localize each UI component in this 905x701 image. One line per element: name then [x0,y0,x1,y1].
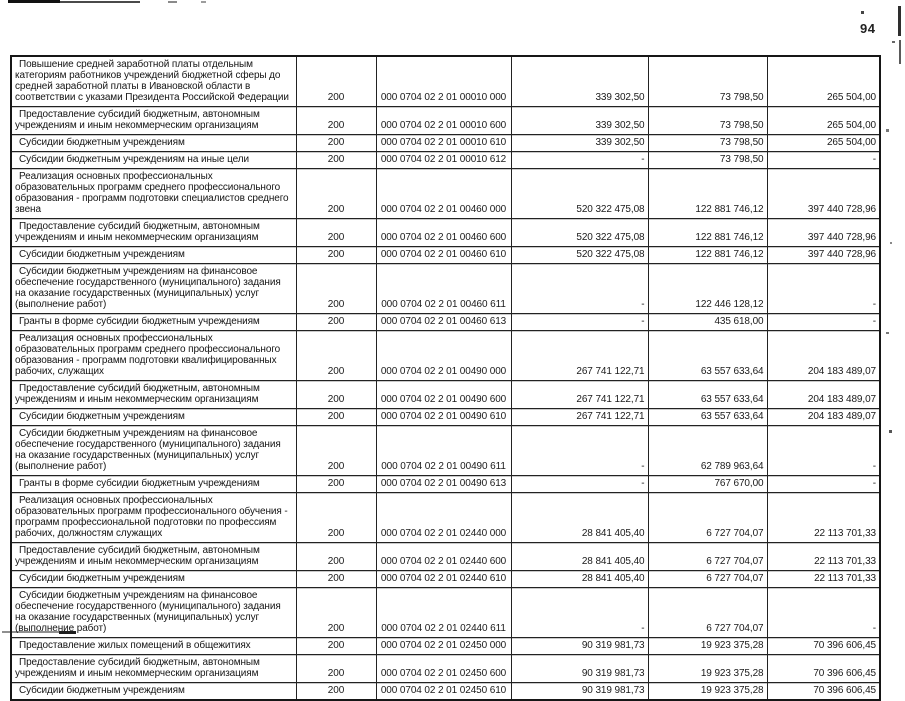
row-expense-type-code: 200 [296,247,376,264]
row-description: Субсидии бюджетным учреждениям на финансовое обеспечение государственного (муниципального) задания на оказание государственных (муниципальных) услуг (выполнение работ) [11,588,296,638]
row-budget-classification-code: 000 0704 02 2 01 02450 600 [376,655,511,683]
row-budget-classification-code: 000 0704 02 2 01 00010 000 [376,56,511,107]
row-description: Предоставление субсидий бюджетным, автономным учреждениям и иным некоммерческим организациям [11,381,296,409]
row-expense-type-code: 200 [296,476,376,493]
row-description: Реализация основных профессиональных образовательных программ среднего профессионального образования - программ подготовки квалифицированных рабочих, служащих [11,331,296,381]
row-amount-total: 339 302,50 [511,107,648,135]
row-expense-type-code: 200 [296,56,376,107]
row-amount-executed: 122 881 746,12 [648,247,767,264]
row-amount-executed: 6 727 704,07 [648,588,767,638]
table-row [11,543,880,571]
row-budget-classification-code: 000 0704 02 2 01 00460 000 [376,169,511,219]
row-amount-executed: 19 923 375,28 [648,638,767,655]
row-amount-remaining: - [767,264,880,314]
row-amount-total: - [511,314,648,331]
row-expense-type-code: 200 [296,219,376,247]
table-row [11,331,880,381]
scan-dot [168,1,177,3]
row-amount-total: 267 741 122,71 [511,409,648,426]
row-amount-total: 520 322 475,08 [511,169,648,219]
row-amount-total: 28 841 405,40 [511,571,648,588]
row-amount-total: 520 322 475,08 [511,219,648,247]
row-amount-executed: 73 798,50 [648,107,767,135]
table-row [11,314,880,331]
table-row [11,152,880,169]
row-amount-total: 28 841 405,40 [511,493,648,543]
row-amount-remaining: - [767,314,880,331]
scan-dot [886,129,889,132]
table-row [11,426,880,476]
table-row [11,683,880,701]
row-description: Предоставление жилых помещений в общежитиях [11,638,296,655]
row-expense-type-code: 200 [296,331,376,381]
row-description: Реализация основных профессиональных образовательных программ среднего профессионального образования - программ подготовки специалистов среднего звена [11,169,296,219]
row-budget-classification-code: 000 0704 02 2 01 02450 000 [376,638,511,655]
row-budget-classification-code: 000 0704 02 2 01 02440 600 [376,543,511,571]
row-amount-remaining: - [767,426,880,476]
row-expense-type-code: 200 [296,543,376,571]
row-description: Субсидии бюджетным учреждениям [11,409,296,426]
row-amount-executed: 19 923 375,28 [648,683,767,701]
row-amount-total: - [511,264,648,314]
page-number: 94 [860,21,876,36]
row-expense-type-code: 200 [296,655,376,683]
table-row [11,135,880,152]
row-expense-type-code: 200 [296,683,376,701]
budget-table [10,55,881,701]
table-row [11,264,880,314]
row-amount-total: 267 741 122,71 [511,331,648,381]
budget-table-container [10,55,879,701]
row-expense-type-code: 200 [296,588,376,638]
row-description: Субсидии бюджетным учреждениям [11,247,296,264]
row-amount-total: - [511,588,648,638]
scan-artifact-top-left-line-2 [60,1,140,3]
row-description: Повышение средней заработной платы отдельным категориям работников учреждений бюджетной сферы до средней заработной платы в Ивановской области в соответствии с указами Президента Российской Федерации [11,56,296,107]
row-amount-remaining: 265 504,00 [767,135,880,152]
row-budget-classification-code: 000 0704 02 2 01 00010 600 [376,107,511,135]
scan-dot [201,1,206,3]
row-amount-remaining: 70 396 606,45 [767,655,880,683]
row-amount-executed: 6 727 704,07 [648,571,767,588]
scan-dot [886,332,889,334]
row-amount-total: 339 302,50 [511,56,648,107]
row-expense-type-code: 200 [296,107,376,135]
scan-dot [892,41,895,43]
scan-artifact-right-edge-line-2 [899,40,901,64]
row-amount-total: 90 319 981,73 [511,655,648,683]
table-body [11,56,880,700]
row-amount-executed: 62 789 963,64 [648,426,767,476]
row-amount-executed: 63 557 633,64 [648,381,767,409]
row-amount-executed: 122 881 746,12 [648,169,767,219]
scan-artifact-right-edge-line [898,6,901,36]
row-description: Предоставление субсидий бюджетным, автономным учреждениям и иным некоммерческим организациям [11,543,296,571]
row-amount-executed: 435 618,00 [648,314,767,331]
row-amount-remaining: 22 113 701,33 [767,493,880,543]
row-budget-classification-code: 000 0704 02 2 01 02440 000 [376,493,511,543]
row-amount-executed: 19 923 375,28 [648,655,767,683]
row-budget-classification-code: 000 0704 02 2 01 00490 611 [376,426,511,476]
row-budget-classification-code: 000 0704 02 2 01 00490 610 [376,409,511,426]
row-expense-type-code: 200 [296,409,376,426]
row-amount-total: - [511,426,648,476]
row-amount-executed: 73 798,50 [648,56,767,107]
row-description: Предоставление субсидий бюджетным, автономным учреждениям и иным некоммерческим организациям [11,655,296,683]
row-amount-remaining: - [767,476,880,493]
row-amount-remaining: - [767,588,880,638]
table-row [11,219,880,247]
row-budget-classification-code: 000 0704 02 2 01 02450 610 [376,683,511,701]
row-budget-classification-code: 000 0704 02 2 01 00460 611 [376,264,511,314]
row-amount-remaining: 397 440 728,96 [767,247,880,264]
row-amount-total: - [511,476,648,493]
row-amount-executed: 122 446 128,12 [648,264,767,314]
row-amount-remaining: - [767,152,880,169]
row-description: Субсидии бюджетным учреждениям на иные цели [11,152,296,169]
table-row [11,476,880,493]
row-description: Субсидии бюджетным учреждениям [11,683,296,701]
table-row [11,409,880,426]
row-amount-executed: 63 557 633,64 [648,331,767,381]
row-amount-remaining: 265 504,00 [767,56,880,107]
table-row [11,493,880,543]
row-amount-remaining: 70 396 606,45 [767,683,880,701]
row-amount-total: 339 302,50 [511,135,648,152]
row-expense-type-code: 200 [296,426,376,476]
scan-dot [889,430,892,433]
row-expense-type-code: 200 [296,264,376,314]
row-amount-remaining: 397 440 728,96 [767,169,880,219]
table-row [11,638,880,655]
row-description: Предоставление субсидий бюджетным, автономным учреждениям и иным некоммерческим организациям [11,107,296,135]
row-amount-executed: 122 881 746,12 [648,219,767,247]
row-amount-remaining: 22 113 701,33 [767,571,880,588]
table-row [11,588,880,638]
row-description: Субсидии бюджетным учреждениям на финансовое обеспечение государственного (муниципального) задания на оказание государственных (муниципальных) услуг (выполнение работ) [11,426,296,476]
row-amount-executed: 6 727 704,07 [648,493,767,543]
row-amount-total: 267 741 122,71 [511,381,648,409]
row-amount-remaining: 70 396 606,45 [767,638,880,655]
row-description: Реализация основных профессиональных образовательных программ профессионального обучения - программ профессиональной подготовки по профессиям рабочих, должностям служащих [11,493,296,543]
row-amount-remaining: 204 183 489,07 [767,381,880,409]
row-expense-type-code: 200 [296,493,376,543]
table-row [11,169,880,219]
scan-artifact-top-left-line [8,0,60,3]
table-row [11,571,880,588]
row-description: Субсидии бюджетным учреждениям на финансовое обеспечение государственного (муниципального) задания на оказание государственных (муниципальных) услуг (выполнение работ) [11,264,296,314]
row-expense-type-code: 200 [296,381,376,409]
row-amount-remaining: 204 183 489,07 [767,331,880,381]
row-amount-total: - [511,152,648,169]
row-budget-classification-code: 000 0704 02 2 01 00010 610 [376,135,511,152]
row-amount-total: 90 319 981,73 [511,638,648,655]
row-budget-classification-code: 000 0704 02 2 01 00490 600 [376,381,511,409]
row-description: Субсидии бюджетным учреждениям [11,571,296,588]
row-budget-classification-code: 000 0704 02 2 01 00010 612 [376,152,511,169]
row-amount-total: 28 841 405,40 [511,543,648,571]
row-budget-classification-code: 000 0704 02 2 01 00460 600 [376,219,511,247]
row-amount-remaining: 265 504,00 [767,107,880,135]
row-budget-classification-code: 000 0704 02 2 01 00460 613 [376,314,511,331]
row-description: Гранты в форме субсидии бюджетным учреждениям [11,476,296,493]
row-description: Гранты в форме субсидии бюджетным учреждениям [11,314,296,331]
row-amount-remaining: 204 183 489,07 [767,409,880,426]
table-row [11,655,880,683]
row-amount-executed: 73 798,50 [648,135,767,152]
table-row [11,107,880,135]
row-description: Предоставление субсидий бюджетным, автономным учреждениям и иным некоммерческим организациям [11,219,296,247]
row-amount-remaining: 22 113 701,33 [767,543,880,571]
row-budget-classification-code: 000 0704 02 2 01 02440 611 [376,588,511,638]
row-budget-classification-code: 000 0704 02 2 01 00460 610 [376,247,511,264]
row-budget-classification-code: 000 0704 02 2 01 00490 000 [376,331,511,381]
row-budget-classification-code: 000 0704 02 2 01 00490 613 [376,476,511,493]
row-expense-type-code: 200 [296,152,376,169]
scan-dot [890,242,892,244]
row-amount-total: 90 319 981,73 [511,683,648,701]
row-expense-type-code: 200 [296,135,376,152]
row-amount-executed: 767 670,00 [648,476,767,493]
row-expense-type-code: 200 [296,638,376,655]
row-amount-total: 520 322 475,08 [511,247,648,264]
row-amount-executed: 6 727 704,07 [648,543,767,571]
row-amount-remaining: 397 440 728,96 [767,219,880,247]
scan-dot [861,11,864,14]
table-row [11,247,880,264]
row-expense-type-code: 200 [296,571,376,588]
table-row [11,381,880,409]
row-amount-executed: 63 557 633,64 [648,409,767,426]
row-amount-executed: 73 798,50 [648,152,767,169]
row-budget-classification-code: 000 0704 02 2 01 02440 610 [376,571,511,588]
row-description: Субсидии бюджетным учреждениям [11,135,296,152]
row-expense-type-code: 200 [296,169,376,219]
row-expense-type-code: 200 [296,314,376,331]
table-row [11,56,880,107]
